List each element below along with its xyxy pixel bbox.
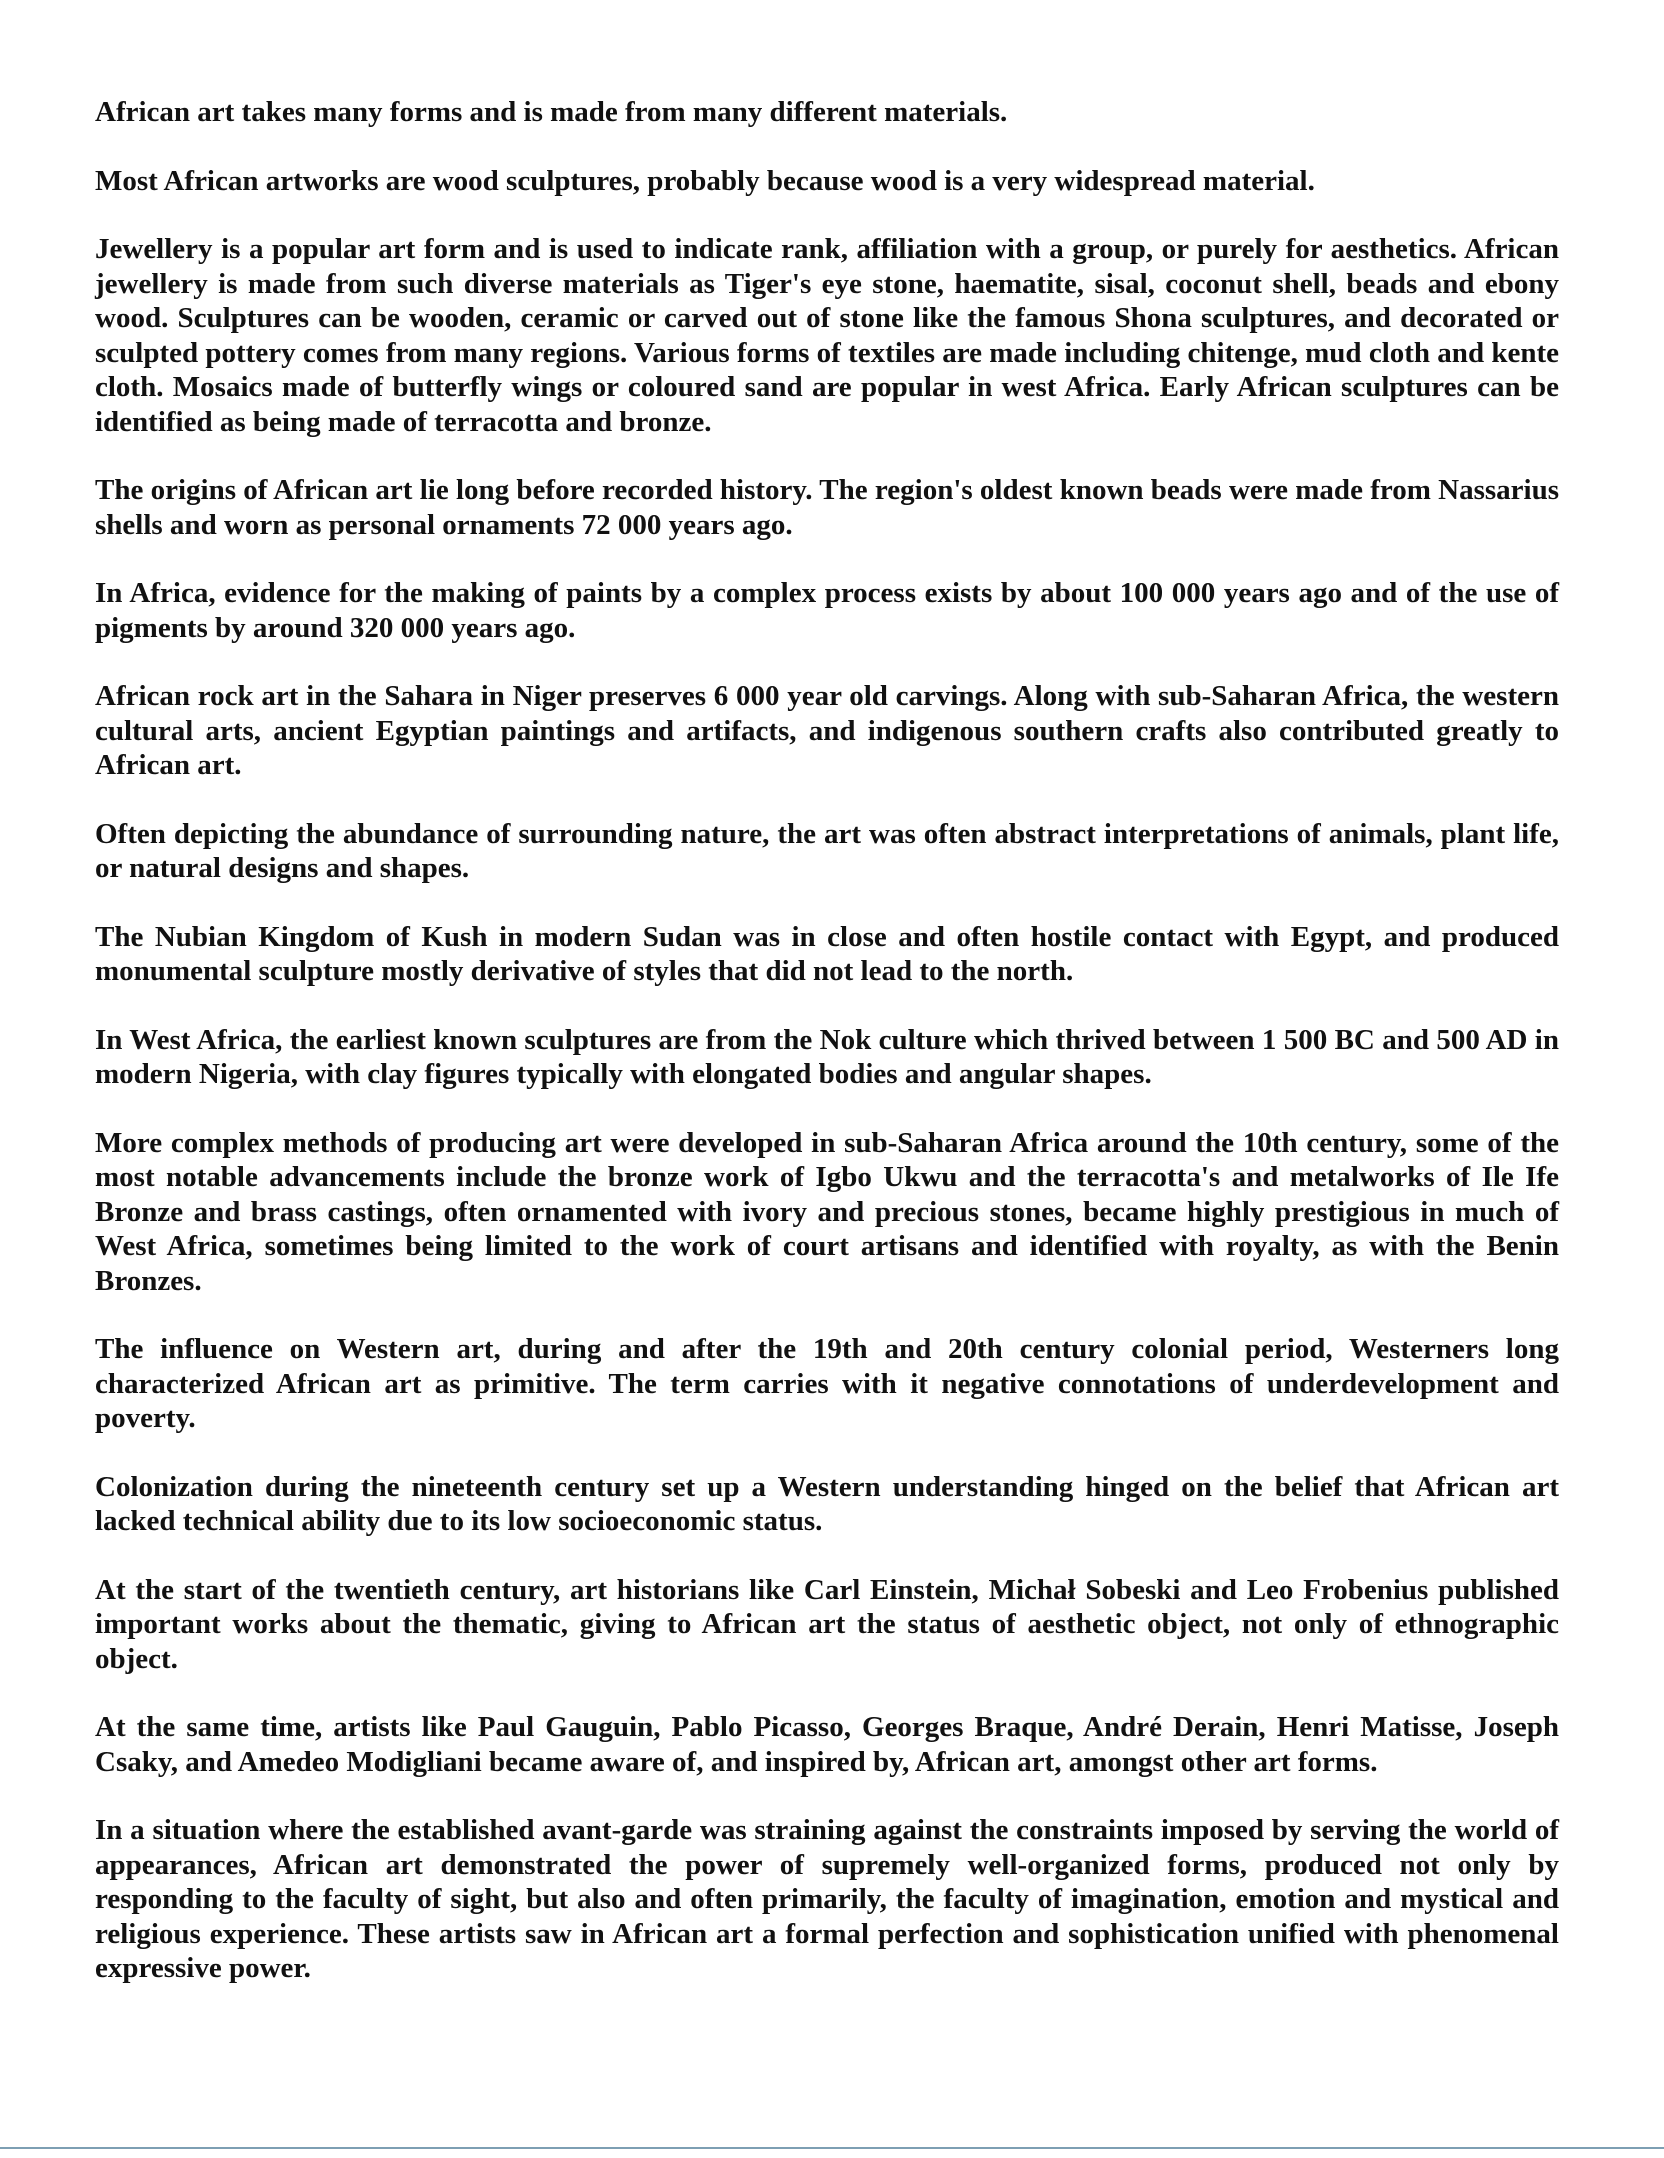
paragraph-nok: In West Africa, the earliest known sculptures are from the Nok culture which thrived between 1 500 BC and 500 AD in modern Nigeria, with clay figures typically with elongated bodies and angular shapes. <box>95 1023 1559 1090</box>
bottom-rule <box>0 2147 1664 2149</box>
paragraph-wood-sculptures: Most African artworks are wood sculptures, probably because wood is a very widespread material. <box>95 164 1315 197</box>
paragraph-kush: The Nubian Kingdom of Kush in modern Sudan was in close and often hostile contact with Egypt, and produced monumental sculpture mostly derivative of styles that did not lead to the north. <box>95 920 1559 987</box>
document-body <box>95 95 1559 2020</box>
paragraph-jewellery: Jewellery is a popular art form and is used to indicate rank, affiliation with a group, or purely for aesthetics. African jewellery is made from such diverse materials as Tiger's eye stone, haematite, sisal, coconut shell, beads and ebony wood. Sculptures can be wooden, ceramic or carved out of stone like the famous Shona sculptures, and decorated or sculpted pottery comes from many regions. Various forms of textiles are made including chitenge, mud cloth and kente cloth. Mosaics made of butterfly wings or coloured sand are popular in west Africa. Early African sculptures can be identified as being made of terracotta and bronze. <box>95 233 1559 438</box>
paragraph-avant-garde: In a situation where the established avant-garde was straining against the constraints imposed by serving the world of appearances, African art demonstrated the power of supremely well-organized forms, produced not only by responding to the faculty of sight, but also and often primarily, the faculty of imagination, emotion and mystical and religious experience. These artists saw in African art a formal perfection and sophistication unified with phenomenal expressive power. <box>95 1814 1559 1984</box>
paragraph-paints: In Africa, evidence for the making of paints by a complex process exists by about 100 000 years ago and of the use of pigments by around 320 000 years ago. <box>95 577 1559 644</box>
paragraph-colonization: Colonization during the nineteenth century set up a Western understanding hinged on the belief that African art lacked technical ability due to its low socioeconomic status. <box>95 1470 1559 1537</box>
paragraph-art-historians: At the start of the twentieth century, art historians like Carl Einstein, Michał Sobeski and Leo Frobenius published important works about the thematic, giving to African art the status of aesthetic object, not only of ethnographic object. <box>95 1573 1559 1675</box>
paragraph-western-influence: The influence on Western art, during and after the 19th and 20th century colonial period, Westerners long characterized African art as primitive. The term carries with it negative connotations of underdevelopment and poverty. <box>95 1333 1559 1434</box>
paragraph-artists: At the same time, artists like Paul Gauguin, Pablo Picasso, Georges Braque, André Derain, Henri Matisse, Joseph Csaky, and Amedeo Modigliani became aware of, and inspired by, African art, amongst other art forms. <box>95 1711 1559 1778</box>
paragraph-materials: African art takes many forms and is made from many different materials. <box>95 96 1008 128</box>
paragraph-origins: The origins of African art lie long before recorded history. The region's oldest known beads were made from Nassarius shells and worn as personal ornaments 72 000 years ago. <box>95 474 1559 541</box>
paragraph-rock-art: African rock art in the Sahara in Niger preserves 6 000 year old carvings. Along with sub-Saharan Africa, the western cultural arts, ancient Egyptian paintings and artifacts, and indigenous southern crafts also contributed greatly to African art. <box>95 680 1559 781</box>
paragraph-complex-methods: More complex methods of producing art were developed in sub-Saharan Africa around the 10th century, some of the most notable advancements include the bronze work of Igbo Ukwu and the terracotta's and metalworks of Ile Ife Bronze and brass castings, often ornamented with ivory and precious stones, became highly prestigious in much of West Africa, sometimes being limited to the work of court artisans and identified with royalty, as with the Benin Bronzes. <box>95 1126 1559 1297</box>
paragraph-nature: Often depicting the abundance of surrounding nature, the art was often abstract interpretations of animals, plant life, or natural designs and shapes. <box>95 817 1559 884</box>
